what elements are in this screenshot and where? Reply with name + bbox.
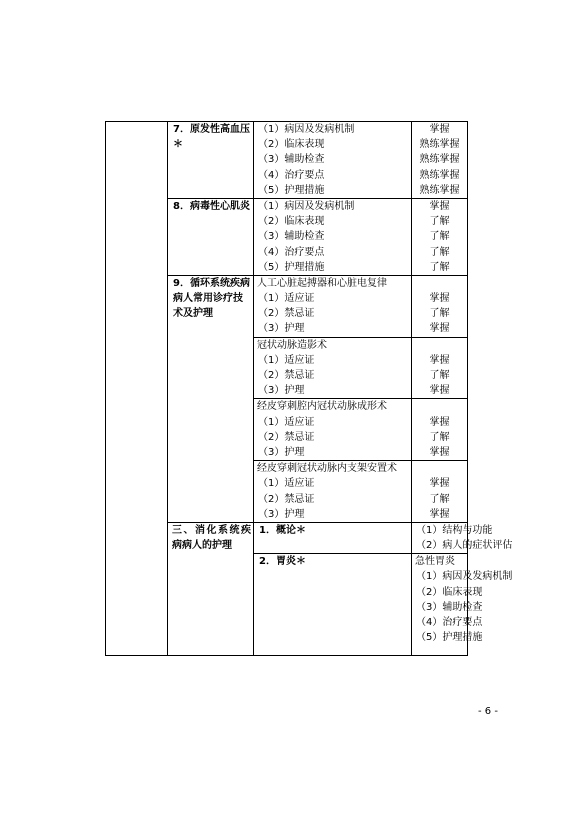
page-number: - 6 - [478,706,498,717]
item-cell: 人工心脏起搏器和心脏电复律 （1）适应证 （2）禁忌证 （3）护理 [254,275,412,337]
item-cell: 冠状动脉造影术 （1）适应证 （2）禁忌证 （3）护理 [254,337,412,399]
level-cell: 掌握 了解 掌握 [412,399,468,461]
topic-cell: 2．胃炎＊ [254,554,412,656]
category-cell-empty [106,122,168,656]
level-cell: 掌握 熟练掌握 熟练掌握 熟练掌握 熟练掌握 [412,122,468,199]
item-cell: （1）病因及发病机制 （2）临床表现 （3）辅助检查 （4）治疗要点 （5）护理措施 [254,198,412,275]
topic-cell: 7．原发性高血压＊ [168,122,254,199]
level-cell: 掌握 了解 了解 了解 了解 [412,198,468,275]
item-cell: 急性胃炎 （1）病因及发病机制 （2）临床表现 （3）辅助检查 （4）治疗要点 （5）护理措施 [412,554,468,656]
topic-cell: 8．病毒性心肌炎 [168,198,254,275]
topic-cell: 1．概论＊ [254,522,412,553]
item-cell: 经皮穿刺冠状动脉内支架安置术 （1）适应证 （2）禁忌证 （3）护理 [254,461,412,523]
item-cell: 经皮穿刺腔内冠状动脉成形术 （1）适应证 （2）禁忌证 （3）护理 [254,399,412,461]
item-cell: （1）病因及发病机制 （2）临床表现 （3）辅助检查 （4）治疗要点 （5）护理措施 [254,122,412,199]
level-cell: 掌握 了解 掌握 [412,275,468,337]
level-cell: 掌握 了解 掌握 [412,337,468,399]
table-row [106,122,468,199]
level-cell: 掌握 了解 掌握 [412,461,468,523]
category-cell: 三、消化系统疾病病人的护理 [168,522,254,656]
item-cell: （1）结构与功能 （2）病人的症状评估 [412,522,468,553]
syllabus-table [105,121,513,656]
topic-cell: 9．循环系统疾病病人常用诊疗技术及护理 [168,275,254,522]
